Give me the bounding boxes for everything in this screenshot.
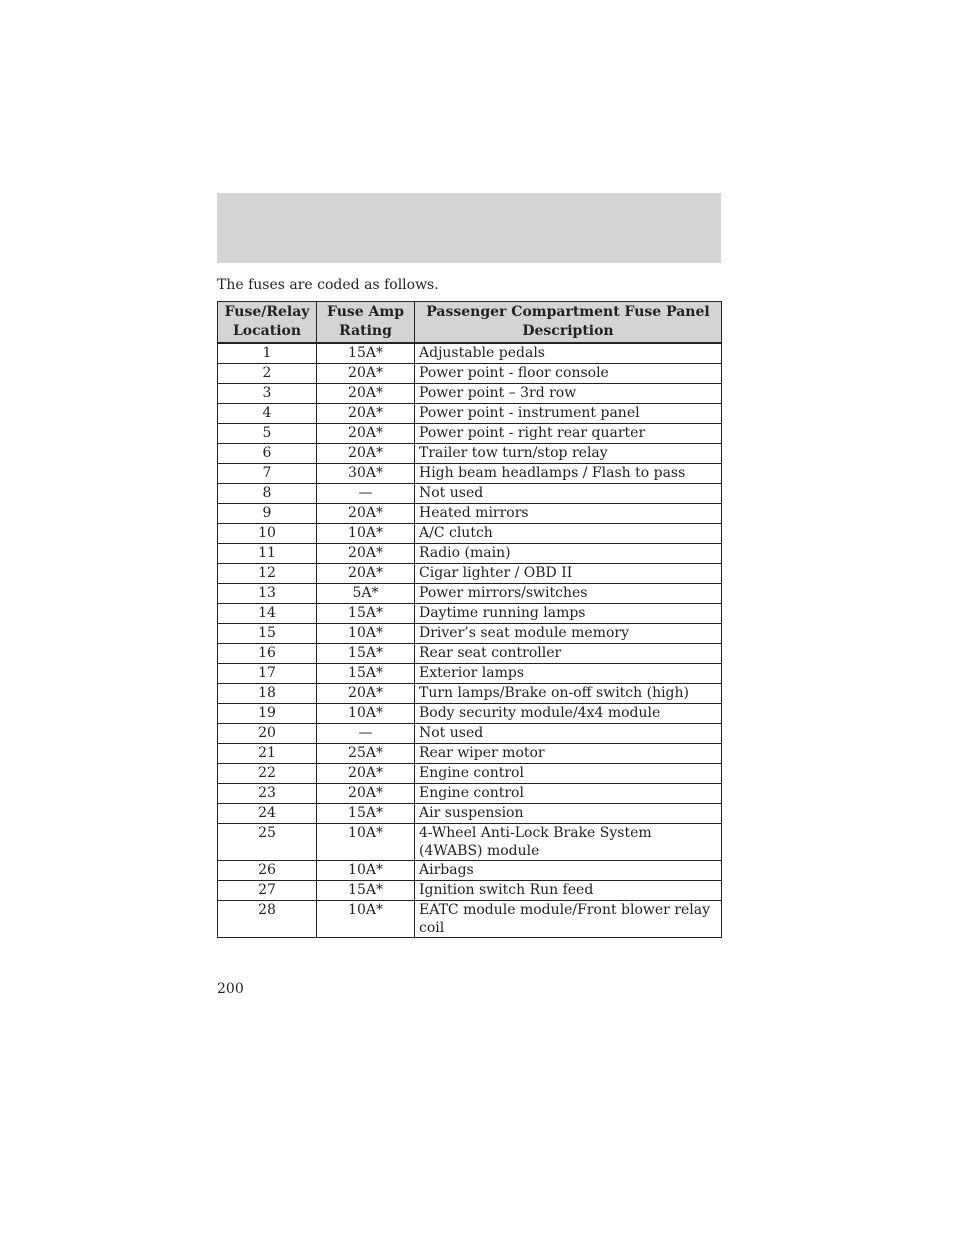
cell-description: Ignition switch Run feed (415, 881, 722, 901)
cell-rating: 20A* (317, 444, 415, 464)
cell-description: Power point - instrument panel (415, 404, 722, 424)
cell-location: 7 (218, 464, 317, 484)
cell-location: 28 (218, 901, 317, 938)
table-row (218, 744, 722, 764)
table-row (218, 764, 722, 784)
cell-rating: 20A* (317, 384, 415, 404)
cell-location: 1 (218, 343, 317, 364)
cell-location: 13 (218, 584, 317, 604)
cell-description: High beam headlamps / Flash to pass (415, 464, 722, 484)
cell-location: 16 (218, 644, 317, 664)
cell-rating: — (317, 484, 415, 504)
table-body (218, 343, 722, 938)
cell-description: Power point - right rear quarter (415, 424, 722, 444)
cell-description: 4-Wheel Anti-Lock Brake System (4WABS) module (415, 824, 722, 861)
cell-rating: 15A* (317, 804, 415, 824)
cell-description: A/C clutch (415, 524, 722, 544)
cell-location: 17 (218, 664, 317, 684)
table-row (218, 464, 722, 484)
cell-location: 20 (218, 724, 317, 744)
table-row (218, 524, 722, 544)
cell-location: 14 (218, 604, 317, 624)
cell-description: Adjustable pedals (415, 343, 722, 364)
table-header-row (218, 302, 722, 344)
cell-description: Daytime running lamps (415, 604, 722, 624)
table-row (218, 444, 722, 464)
cell-rating: 15A* (317, 881, 415, 901)
cell-description: Not used (415, 724, 722, 744)
table-row (218, 504, 722, 524)
cell-location: 2 (218, 364, 317, 384)
table-row (218, 784, 722, 804)
cell-description: Airbags (415, 861, 722, 881)
cell-location: 15 (218, 624, 317, 644)
table-row (218, 364, 722, 384)
cell-location: 5 (218, 424, 317, 444)
cell-rating: 20A* (317, 504, 415, 524)
cell-rating: 10A* (317, 901, 415, 938)
cell-location: 26 (218, 861, 317, 881)
table-row (218, 424, 722, 444)
cell-rating: 15A* (317, 644, 415, 664)
cell-description: Power mirrors/switches (415, 584, 722, 604)
cell-description: Exterior lamps (415, 664, 722, 684)
cell-rating: — (317, 724, 415, 744)
cell-rating: 15A* (317, 604, 415, 624)
cell-rating: 10A* (317, 824, 415, 861)
cell-rating: 10A* (317, 704, 415, 724)
cell-description: Radio (main) (415, 544, 722, 564)
cell-rating: 20A* (317, 684, 415, 704)
cell-rating: 5A* (317, 584, 415, 604)
cell-rating: 10A* (317, 624, 415, 644)
intro-text: The fuses are coded as follows. (217, 277, 439, 293)
cell-description: Not used (415, 484, 722, 504)
cell-location: 9 (218, 504, 317, 524)
cell-description: Engine control (415, 764, 722, 784)
cell-location: 3 (218, 384, 317, 404)
cell-location: 21 (218, 744, 317, 764)
cell-location: 22 (218, 764, 317, 784)
table-row (218, 684, 722, 704)
cell-description: Body security module/4x4 module (415, 704, 722, 724)
header-description: Passenger Compartment Fuse Panel Description (415, 302, 722, 344)
table-row (218, 861, 722, 881)
table-row (218, 624, 722, 644)
table-row (218, 544, 722, 564)
cell-location: 23 (218, 784, 317, 804)
cell-description: Rear seat controller (415, 644, 722, 664)
table-row (218, 404, 722, 424)
cell-rating: 20A* (317, 424, 415, 444)
table-row (218, 724, 722, 744)
cell-description: Trailer tow turn/stop relay (415, 444, 722, 464)
cell-description: Driver’s seat module memory (415, 624, 722, 644)
cell-description: Power point – 3rd row (415, 384, 722, 404)
header-location: Fuse/Relay Location (218, 302, 317, 344)
cell-rating: 20A* (317, 404, 415, 424)
cell-description: Heated mirrors (415, 504, 722, 524)
fuse-table (217, 301, 722, 938)
cell-rating: 30A* (317, 464, 415, 484)
cell-location: 24 (218, 804, 317, 824)
section-header-band (217, 193, 721, 263)
page-number: 200 (217, 981, 244, 997)
table-row (218, 584, 722, 604)
table-row (218, 564, 722, 584)
cell-rating: 10A* (317, 524, 415, 544)
cell-location: 18 (218, 684, 317, 704)
table-row (218, 484, 722, 504)
cell-rating: 20A* (317, 544, 415, 564)
cell-rating: 10A* (317, 861, 415, 881)
cell-location: 12 (218, 564, 317, 584)
header-rating: Fuse Amp Rating (317, 302, 415, 344)
cell-location: 11 (218, 544, 317, 564)
cell-rating: 20A* (317, 364, 415, 384)
table-row (218, 604, 722, 624)
cell-rating: 20A* (317, 764, 415, 784)
table-row (218, 824, 722, 861)
cell-description: Turn lamps/Brake on-off switch (high) (415, 684, 722, 704)
cell-location: 4 (218, 404, 317, 424)
cell-rating: 20A* (317, 784, 415, 804)
cell-description: Air suspension (415, 804, 722, 824)
cell-rating: 15A* (317, 664, 415, 684)
table-row (218, 881, 722, 901)
cell-description: Rear wiper motor (415, 744, 722, 764)
table-row (218, 644, 722, 664)
cell-rating: 25A* (317, 744, 415, 764)
cell-description: EATC module module/Front blower relay coil (415, 901, 722, 938)
cell-location: 25 (218, 824, 317, 861)
table-row (218, 343, 722, 364)
table-row (218, 664, 722, 684)
table-row (218, 384, 722, 404)
cell-location: 10 (218, 524, 317, 544)
cell-location: 27 (218, 881, 317, 901)
cell-rating: 15A* (317, 343, 415, 364)
cell-description: Power point - floor console (415, 364, 722, 384)
table-row (218, 704, 722, 724)
table-row (218, 901, 722, 938)
cell-location: 6 (218, 444, 317, 464)
table-row (218, 804, 722, 824)
cell-description: Engine control (415, 784, 722, 804)
cell-description: Cigar lighter / OBD II (415, 564, 722, 584)
cell-location: 8 (218, 484, 317, 504)
cell-location: 19 (218, 704, 317, 724)
cell-rating: 20A* (317, 564, 415, 584)
